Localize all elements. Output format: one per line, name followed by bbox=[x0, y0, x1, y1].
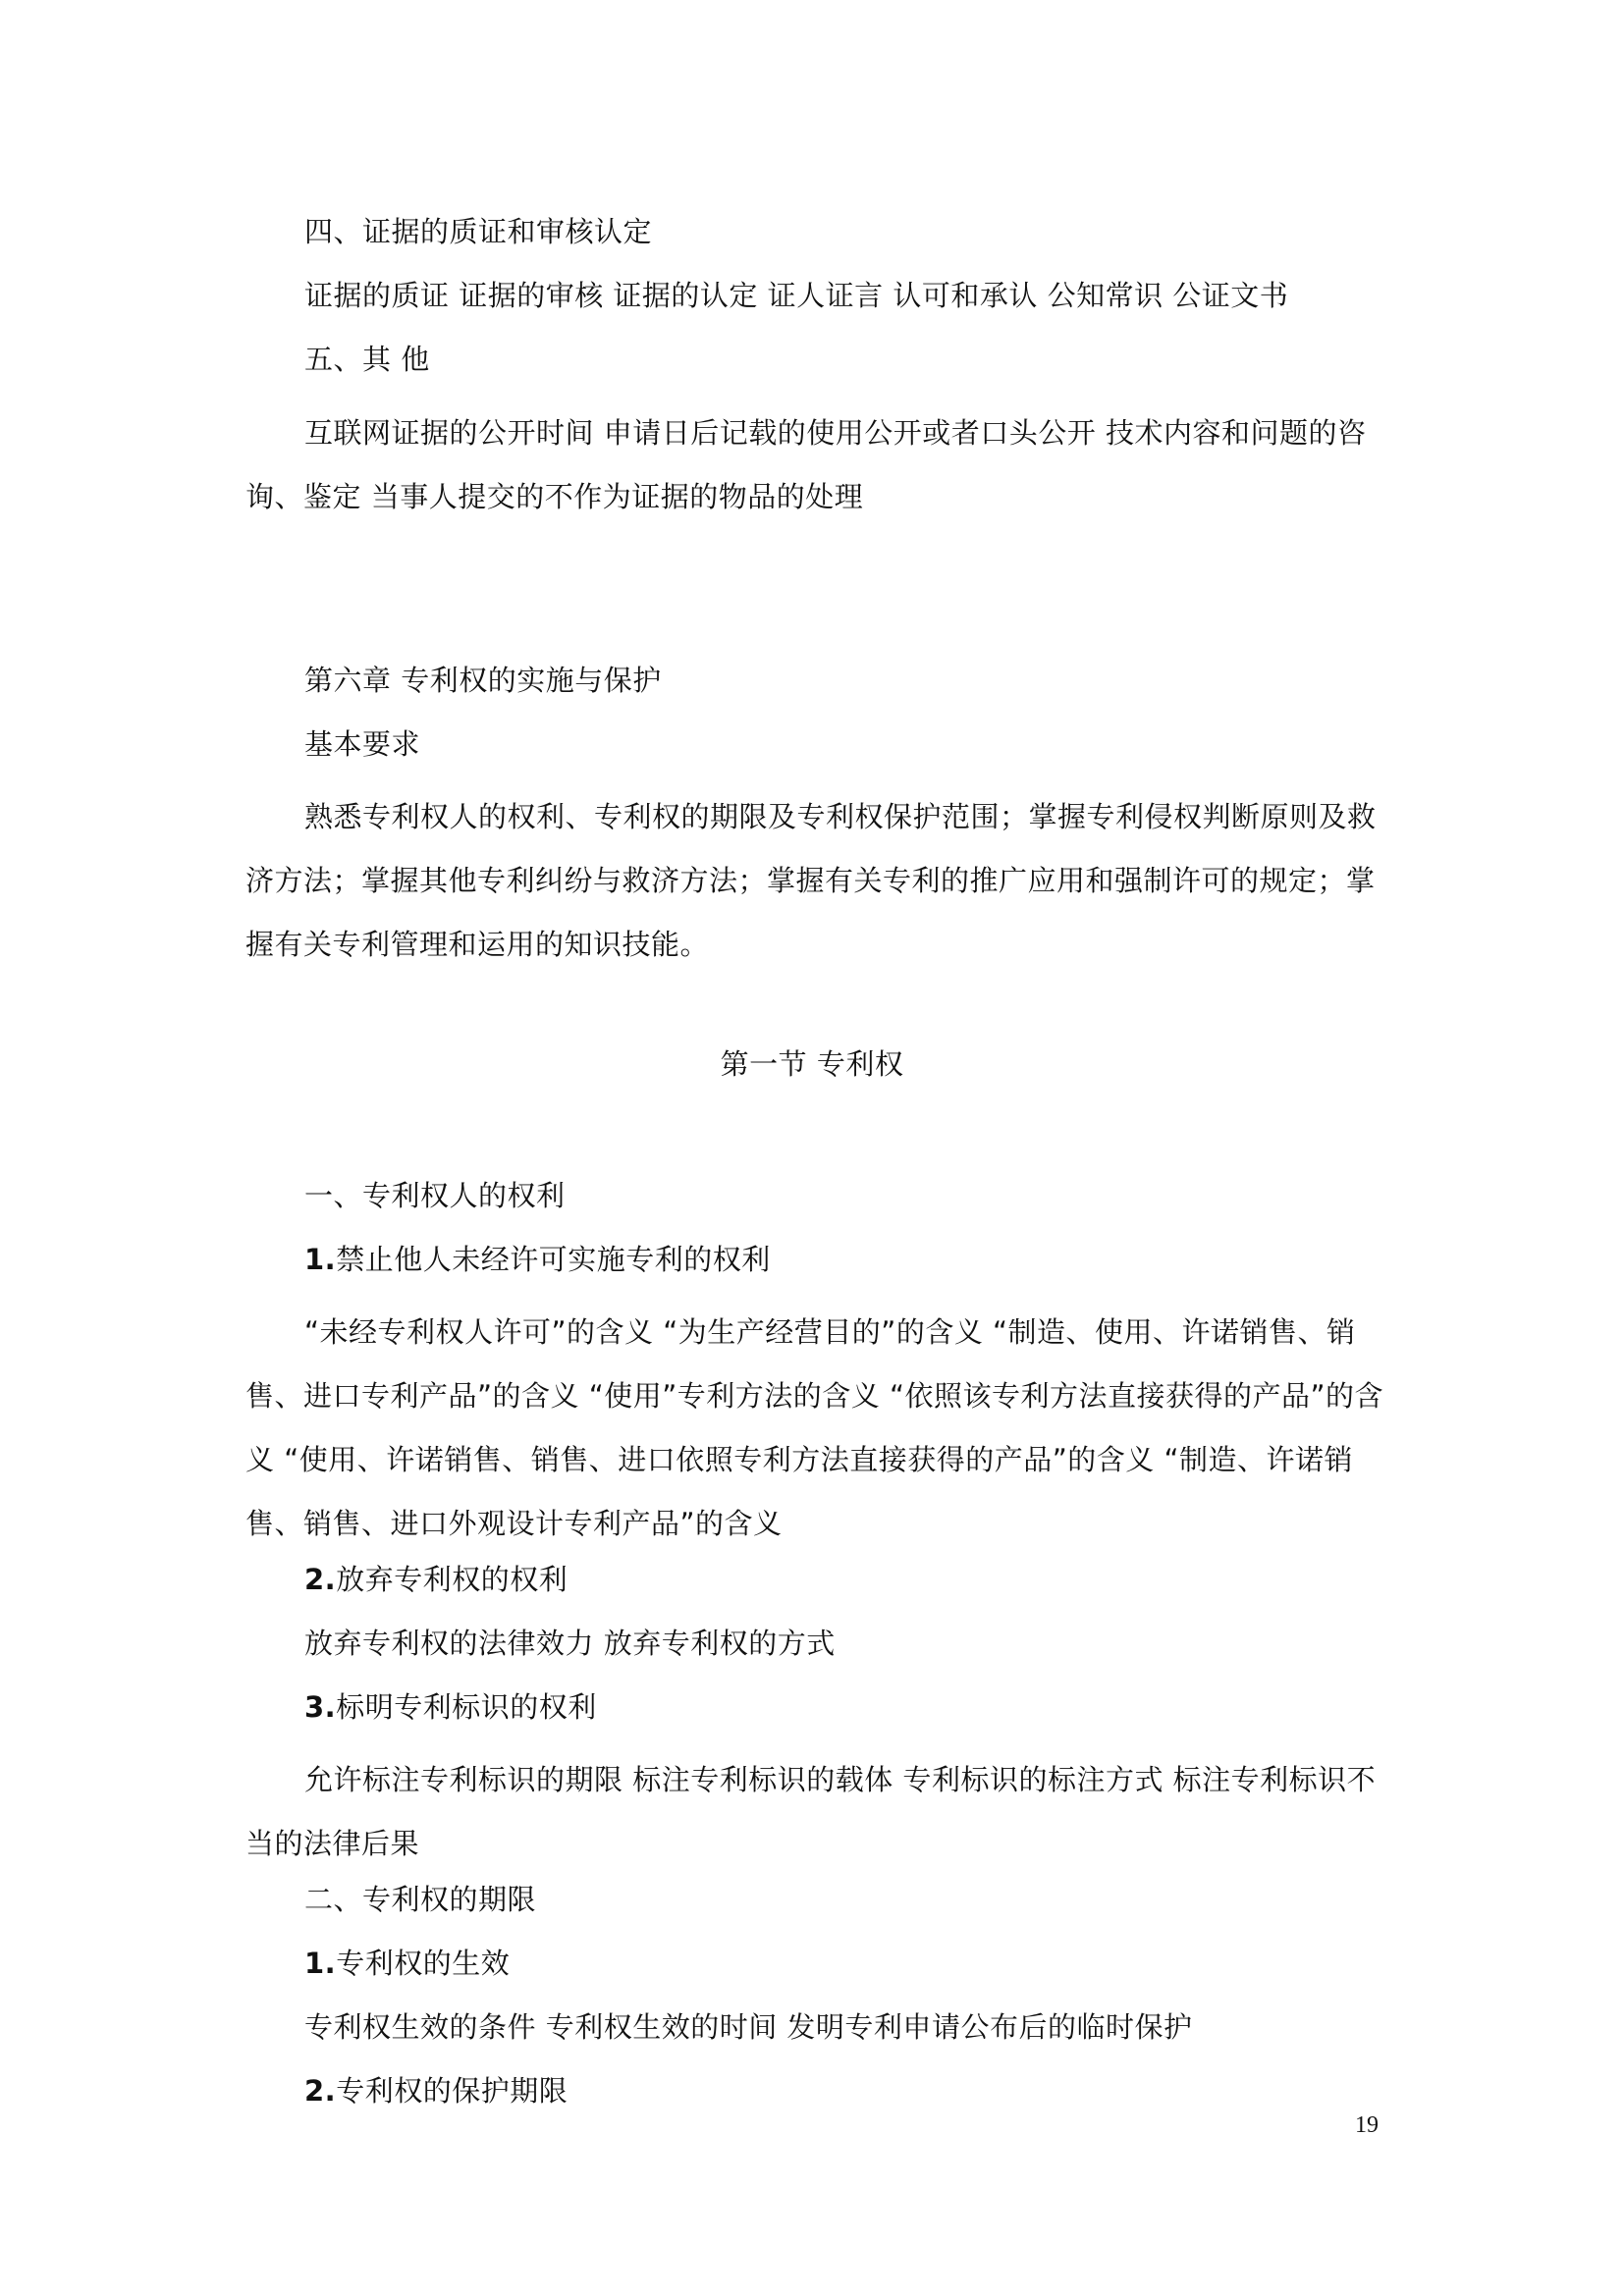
item-number: 2. bbox=[304, 2074, 337, 2108]
subheading-abandon-patent bbox=[304, 1560, 568, 1599]
paragraph-meanings: “未经专利权人许可”的含义 “为生产经营目的”的含义 “制造、使用、许诺销售、销售、进口专利产品”的含义 “使用”专利方法的含义 “依照该专利方法直接获得的产品”的含义 “使用、许诺销售、销售、进口依照专利方法直接获得的产品”的含义 “制造、许诺销售、销售、进口外观设计专利产品”的含义 bbox=[245, 1315, 1384, 1540]
section-title: 第一节 专利权 bbox=[720, 1047, 904, 1081]
chapter-title: 第六章 专利权的实施与保护 bbox=[304, 664, 662, 697]
item-number: 3. bbox=[304, 1690, 337, 1724]
item-title: 标明专利标识的权利 bbox=[336, 1690, 597, 1724]
item-title: 禁止他人未经许可实施专利的权利 bbox=[336, 1243, 771, 1276]
heading-evidence-review: 四、证据的质证和审核认定 bbox=[304, 215, 653, 248]
subheading-patent-marking bbox=[304, 1687, 597, 1727]
subheading-protection-term bbox=[304, 2071, 568, 2110]
item-number: 2. bbox=[304, 1563, 337, 1596]
paragraph-evidence-items: 证据的质证 证据的审核 证据的认定 证人证言 认可和承认 公知常识 公证文书 bbox=[304, 279, 1289, 312]
item-title: 专利权的保护期限 bbox=[336, 2074, 568, 2108]
item-title: 放弃专利权的权利 bbox=[336, 1563, 568, 1596]
paragraph-basic-requirements: 熟悉专利权人的权利、专利权的期限及专利权保护范围；掌握专利侵权判断原则及救济方法；掌握其他专利纠纷与救济方法；掌握有关专利的推广应用和强制许可的规定；掌握有关专利管理和运用的知识技能。 bbox=[245, 800, 1377, 961]
subheading-prohibit-unauthorized bbox=[304, 1240, 771, 1279]
paragraph-other-items: 互联网证据的公开时间 申请日后记载的使用公开或者口头公开 技术内容和问题的咨询、鉴定 当事人提交的不作为证据的物品的处理 bbox=[245, 416, 1367, 513]
paragraph-abandon-items: 放弃专利权的法律效力 放弃专利权的方式 bbox=[304, 1627, 836, 1660]
heading-other: 五、其 他 bbox=[304, 343, 430, 376]
item-number: 1. bbox=[304, 1243, 337, 1276]
subheading-patent-effect bbox=[304, 1944, 510, 1983]
heading-patentee-rights: 一、专利权人的权利 bbox=[304, 1179, 566, 1212]
heading-patent-term: 二、专利权的期限 bbox=[304, 1883, 537, 1916]
heading-basic-requirements: 基本要求 bbox=[304, 727, 421, 761]
item-title: 专利权的生效 bbox=[336, 1947, 511, 1980]
paragraph-marking-items: 允许标注专利标识的期限 标注专利标识的载体 专利标识的标注方式 标注专利标识不当的法律后果 bbox=[245, 1763, 1377, 1860]
item-number: 1. bbox=[304, 1947, 337, 1980]
paragraph-effect-items: 专利权生效的条件 专利权生效的时间 发明专利申请公布后的临时保护 bbox=[304, 2010, 1193, 2044]
page-number: 19 bbox=[1355, 2112, 1379, 2138]
